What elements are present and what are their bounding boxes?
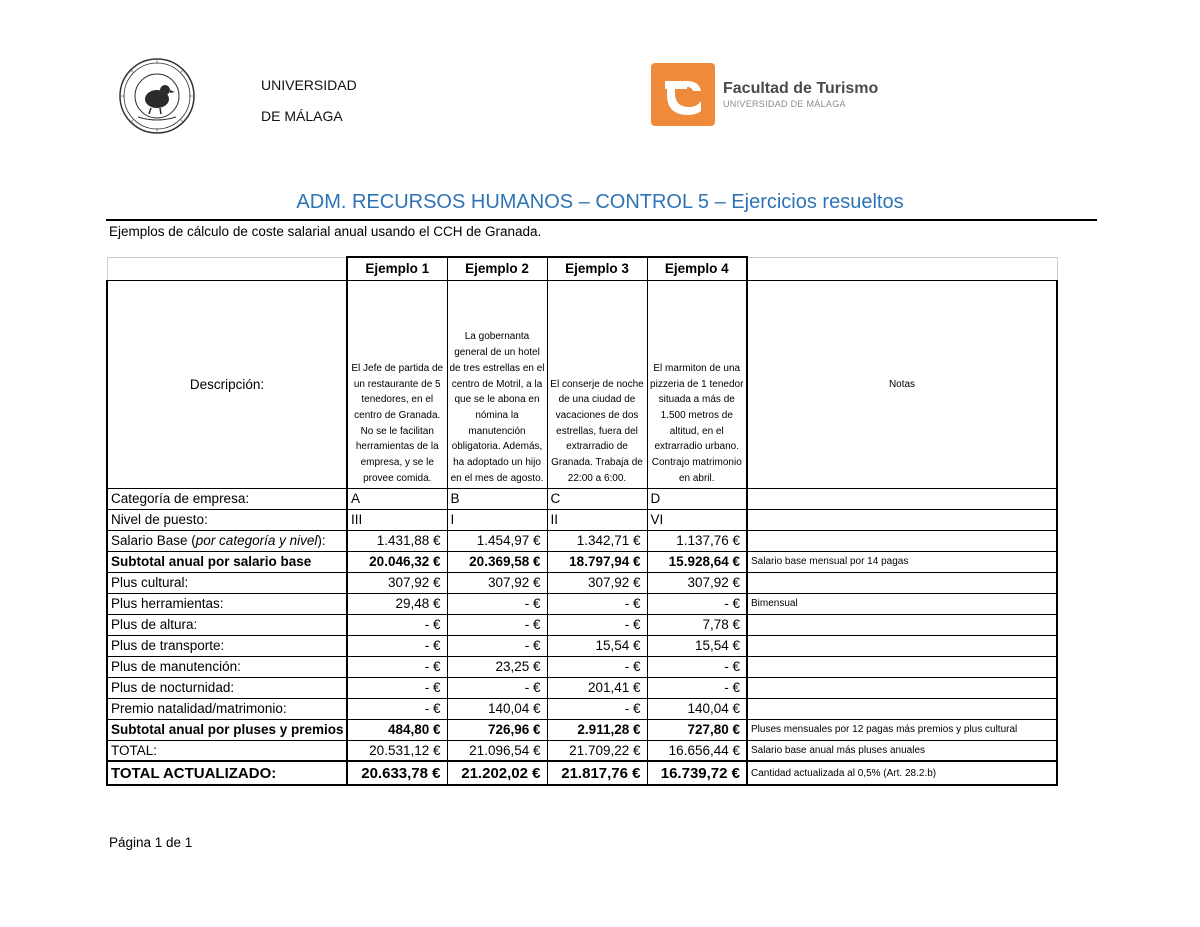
row-label bbox=[107, 530, 347, 551]
value-cell: 1.137,76 € bbox=[647, 530, 747, 551]
value-cell: - € bbox=[447, 635, 547, 656]
university-line-1: UNIVERSIDAD bbox=[261, 77, 357, 93]
value-cell: 7,78 € bbox=[647, 614, 747, 635]
value-cell: 2.911,28 € bbox=[547, 719, 647, 740]
value-cell: 15,54 € bbox=[547, 635, 647, 656]
value-cell: 1.454,97 € bbox=[447, 530, 547, 551]
value-cell: 21.709,22 € bbox=[547, 740, 647, 761]
value-cell: - € bbox=[647, 677, 747, 698]
value-cell: 727,80 € bbox=[647, 719, 747, 740]
value-cell: - € bbox=[347, 698, 447, 719]
value-cell: 307,92 € bbox=[347, 572, 447, 593]
value-cell: - € bbox=[447, 677, 547, 698]
value-cell: 484,80 € bbox=[347, 719, 447, 740]
table-row bbox=[107, 551, 1057, 572]
table-row bbox=[107, 719, 1057, 740]
table-row bbox=[107, 614, 1057, 635]
description-label: Descripción: bbox=[107, 280, 347, 488]
description-cell: El Jefe de partida de un restaurante de 5 tenedores, en el centro de Granada. No se le facilitan herramientas de la empresa, y se le provee comida. bbox=[347, 280, 447, 488]
column-header: Ejemplo 3 bbox=[547, 257, 647, 280]
value-cell: - € bbox=[347, 656, 447, 677]
note-cell bbox=[747, 509, 1057, 530]
note-cell bbox=[747, 530, 1057, 551]
total-value-cell: 16.739,72 € bbox=[647, 761, 747, 785]
description-row bbox=[107, 280, 1057, 488]
row-label: Plus herramientas: bbox=[107, 593, 347, 614]
value-cell: 1.431,88 € bbox=[347, 530, 447, 551]
value-cell: 140,04 € bbox=[647, 698, 747, 719]
note-cell bbox=[747, 698, 1057, 719]
row-label: TOTAL: bbox=[107, 740, 347, 761]
value-cell: 201,41 € bbox=[547, 677, 647, 698]
value-cell: D bbox=[647, 488, 747, 509]
header-blank-cell bbox=[747, 257, 1057, 280]
value-cell: I bbox=[447, 509, 547, 530]
value-cell: 29,48 € bbox=[347, 593, 447, 614]
value-cell: 307,92 € bbox=[547, 572, 647, 593]
value-cell: - € bbox=[647, 593, 747, 614]
header-blank-cell bbox=[107, 257, 347, 280]
table-row bbox=[107, 530, 1057, 551]
value-cell: - € bbox=[347, 677, 447, 698]
value-cell: - € bbox=[647, 656, 747, 677]
table-row bbox=[107, 635, 1057, 656]
note-cell: Salario base anual más pluses anuales bbox=[747, 740, 1057, 761]
value-cell: 18.797,94 € bbox=[547, 551, 647, 572]
note-cell bbox=[747, 677, 1057, 698]
faculty-logo-icon bbox=[651, 63, 715, 126]
value-cell: 307,92 € bbox=[447, 572, 547, 593]
column-header: Ejemplo 1 bbox=[347, 257, 447, 280]
table-row bbox=[107, 677, 1057, 698]
value-cell: III bbox=[347, 509, 447, 530]
total-label: TOTAL ACTUALIZADO: bbox=[107, 761, 347, 785]
value-cell: - € bbox=[547, 593, 647, 614]
note-cell: Pluses mensuales por 12 pagas más premios y plus cultural bbox=[747, 719, 1057, 740]
salary-table bbox=[106, 256, 1058, 786]
value-cell: 23,25 € bbox=[447, 656, 547, 677]
row-label: Plus de transporte: bbox=[107, 635, 347, 656]
row-label-end: ): bbox=[317, 533, 326, 548]
value-cell: 20.046,32 € bbox=[347, 551, 447, 572]
value-cell: 726,96 € bbox=[447, 719, 547, 740]
value-cell: - € bbox=[447, 614, 547, 635]
table-row bbox=[107, 572, 1057, 593]
value-cell: - € bbox=[547, 614, 647, 635]
table-row bbox=[107, 740, 1057, 761]
value-cell: 20.531,12 € bbox=[347, 740, 447, 761]
value-cell: - € bbox=[447, 593, 547, 614]
row-label: Subtotal anual por pluses y premios bbox=[107, 719, 347, 740]
value-cell: C bbox=[547, 488, 647, 509]
note-cell bbox=[747, 488, 1057, 509]
value-cell: 15,54 € bbox=[647, 635, 747, 656]
title-divider bbox=[106, 219, 1097, 221]
row-label: Plus cultural: bbox=[107, 572, 347, 593]
value-cell: 307,92 € bbox=[647, 572, 747, 593]
total-value-cell: 20.633,78 € bbox=[347, 761, 447, 785]
value-cell: A bbox=[347, 488, 447, 509]
intro-text: Ejemplos de cálculo de coste salarial anual usando el CCH de Granada. bbox=[109, 224, 542, 239]
note-cell: Salario base mensual por 14 pagas bbox=[747, 551, 1057, 572]
row-label: Plus de manutención: bbox=[107, 656, 347, 677]
value-cell: 15.928,64 € bbox=[647, 551, 747, 572]
note-cell bbox=[747, 656, 1057, 677]
note-cell bbox=[747, 614, 1057, 635]
total-row bbox=[107, 761, 1057, 785]
table-row bbox=[107, 593, 1057, 614]
notes-header: Notas bbox=[747, 280, 1057, 488]
value-cell: - € bbox=[347, 635, 447, 656]
value-cell: - € bbox=[347, 614, 447, 635]
column-header: Ejemplo 2 bbox=[447, 257, 547, 280]
university-name bbox=[261, 70, 357, 132]
total-value-cell: 21.817,76 € bbox=[547, 761, 647, 785]
faculty-name: Facultad de Turismo bbox=[723, 80, 879, 97]
description-cell: El conserje de noche de una ciudad de vacaciones de dos estrellas, fuera del extrarradio de Granada. Trabaja de 22:00 a 6:00. bbox=[547, 280, 647, 488]
row-label: Plus de altura: bbox=[107, 614, 347, 635]
column-header: Ejemplo 4 bbox=[647, 257, 747, 280]
row-label: Nivel de puesto: bbox=[107, 509, 347, 530]
row-label-text: Salario Base ( bbox=[111, 533, 196, 548]
description-cell: El marmiton de una pizzeria de 1 tenedor situada a más de 1.500 metros de altitud, en el extrarradio urbano. Contrajo matrimonio en abril. bbox=[647, 280, 747, 488]
row-label: Subtotal anual por salario base bbox=[107, 551, 347, 572]
value-cell: 16.656,44 € bbox=[647, 740, 747, 761]
note-cell bbox=[747, 635, 1057, 656]
total-note-cell: Cantidad actualizada al 0,5% (Art. 28.2.b) bbox=[747, 761, 1057, 785]
total-value-cell: 21.202,02 € bbox=[447, 761, 547, 785]
value-cell: B bbox=[447, 488, 547, 509]
row-label: Plus de nocturnidad: bbox=[107, 677, 347, 698]
table-header-row bbox=[107, 257, 1057, 280]
row-label-italic: por categoría y nivel bbox=[195, 533, 318, 548]
faculty-subtitle: UNIVERSIDAD DE MÁLAGA bbox=[723, 99, 846, 109]
description-cell: La gobernanta general de un hotel de tres estrellas en el centro de Motril, a la que se le abona en nómina la manutención obligatoria. Además, ha adoptado un hijo en el mes de agosto. bbox=[447, 280, 547, 488]
value-cell: VI bbox=[647, 509, 747, 530]
table-row bbox=[107, 509, 1057, 530]
page-number: Página 1 de 1 bbox=[109, 835, 193, 850]
row-label: Premio natalidad/matrimonio: bbox=[107, 698, 347, 719]
value-cell: - € bbox=[547, 656, 647, 677]
table-row bbox=[107, 656, 1057, 677]
row-label: Categoría de empresa: bbox=[107, 488, 347, 509]
value-cell: 21.096,54 € bbox=[447, 740, 547, 761]
note-cell bbox=[747, 572, 1057, 593]
value-cell: II bbox=[547, 509, 647, 530]
value-cell: 140,04 € bbox=[447, 698, 547, 719]
value-cell: 1.342,71 € bbox=[547, 530, 647, 551]
table-row bbox=[107, 698, 1057, 719]
university-seal-logo bbox=[118, 57, 196, 135]
page-title: ADM. RECURSOS HUMANOS – CONTROL 5 – Ejercicios resueltos bbox=[296, 191, 904, 213]
note-cell: Bimensual bbox=[747, 593, 1057, 614]
value-cell: 20.369,58 € bbox=[447, 551, 547, 572]
university-line-2: DE MÁLAGA bbox=[261, 108, 343, 124]
value-cell: - € bbox=[547, 698, 647, 719]
table-row bbox=[107, 488, 1057, 509]
